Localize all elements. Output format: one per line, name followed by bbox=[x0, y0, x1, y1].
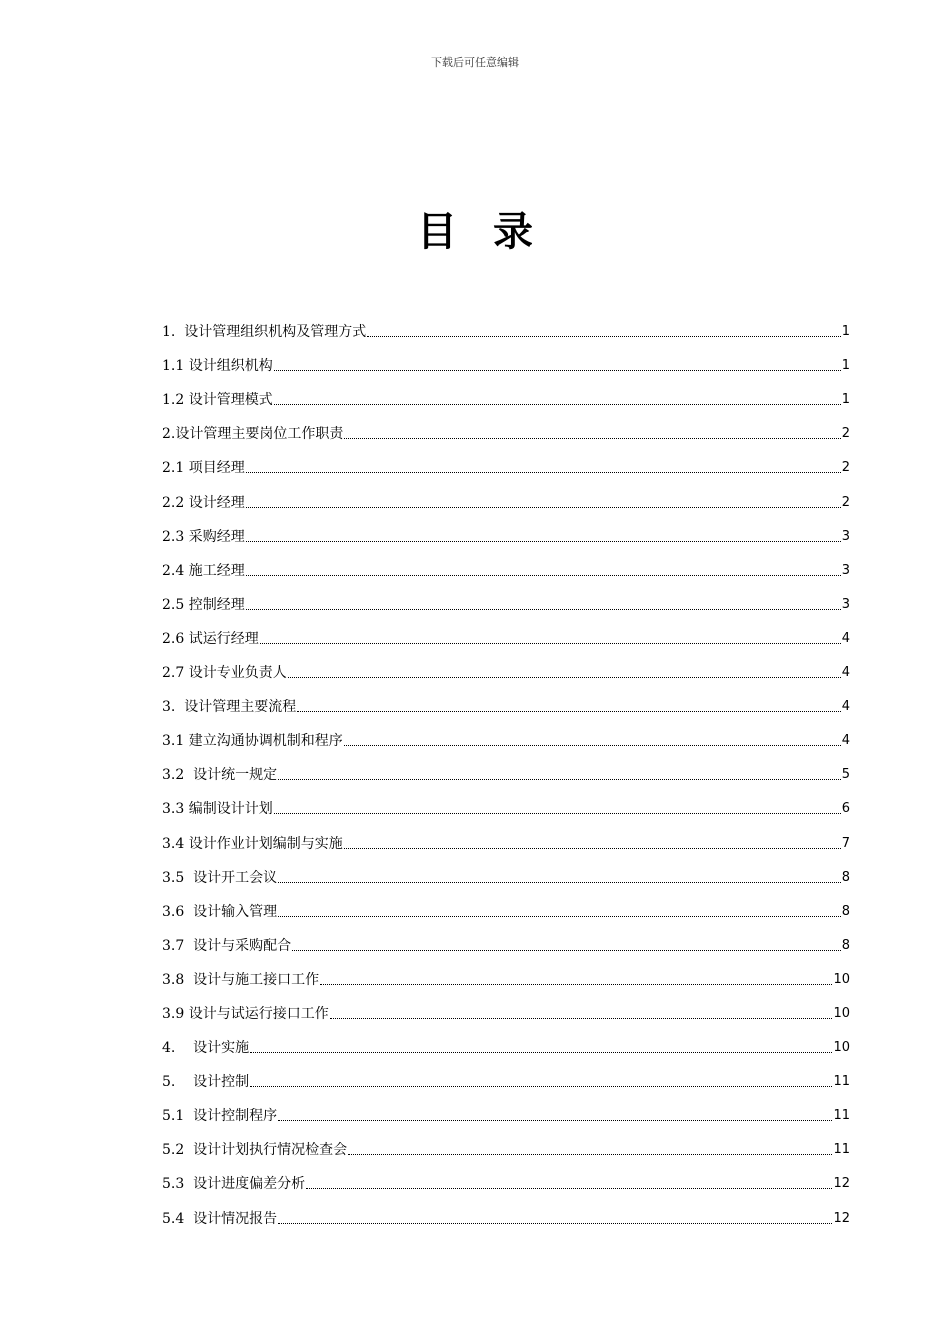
toc-dot-leader bbox=[344, 438, 840, 439]
toc-entry-label: 1.2 设计管理模式 bbox=[162, 392, 273, 409]
toc-entry[interactable] bbox=[162, 448, 850, 482]
toc-entry-label: 2.7 设计专业负责人 bbox=[162, 665, 287, 682]
toc-entry-page-number: 2 bbox=[841, 494, 850, 510]
toc-dot-leader bbox=[246, 507, 841, 508]
toc-entry[interactable] bbox=[162, 892, 850, 926]
toc-entry[interactable] bbox=[162, 414, 850, 448]
toc-entry-page-number: 1 bbox=[841, 358, 850, 374]
toc-entry-page-number: 2 bbox=[841, 426, 850, 442]
table-of-contents bbox=[162, 312, 850, 1233]
toc-entry-label: 4. 设计实施 bbox=[162, 1040, 250, 1057]
toc-dot-leader bbox=[330, 1018, 833, 1019]
toc-entry[interactable] bbox=[162, 312, 850, 346]
toc-dot-leader bbox=[344, 848, 841, 849]
toc-entry[interactable] bbox=[162, 1096, 850, 1130]
toc-entry-label: 5.2 设计计划执行情况检查会 bbox=[162, 1142, 348, 1159]
toc-entry-page-number: 8 bbox=[841, 937, 850, 953]
toc-entry[interactable] bbox=[162, 1062, 850, 1096]
toc-dot-leader bbox=[246, 575, 841, 576]
toc-entry-page-number: 1 bbox=[841, 392, 850, 408]
toc-entry[interactable] bbox=[162, 755, 850, 789]
toc-entry-page-number: 10 bbox=[833, 971, 850, 987]
toc-dot-leader bbox=[306, 1188, 832, 1189]
toc-dot-leader bbox=[250, 1086, 832, 1087]
toc-entry[interactable] bbox=[162, 517, 850, 551]
toc-entry[interactable] bbox=[162, 789, 850, 823]
toc-entry-label: 3.9 设计与试运行接口工作 bbox=[162, 1005, 329, 1022]
toc-entry-page-number: 4 bbox=[841, 630, 850, 646]
toc-dot-leader bbox=[246, 472, 841, 473]
toc-dot-leader bbox=[246, 609, 841, 610]
toc-entry-label: 2.5 控制经理 bbox=[162, 596, 245, 613]
page-title: 目录 bbox=[417, 209, 569, 255]
toc-entry-label: 3.5 设计开工会议 bbox=[162, 869, 278, 886]
toc-entry-label: 5.1 设计控制程序 bbox=[162, 1108, 278, 1125]
toc-entry-page-number: 11 bbox=[833, 1108, 850, 1124]
toc-entry-page-number: 1 bbox=[841, 324, 850, 340]
toc-entry[interactable] bbox=[162, 721, 850, 755]
toc-entry-label: 3.1 建立沟通协调机制和程序 bbox=[162, 733, 343, 750]
toc-entry-page-number: 10 bbox=[833, 1040, 850, 1056]
toc-entry-page-number: 2 bbox=[841, 460, 850, 476]
toc-entry-label: 3.3 编制设计计划 bbox=[162, 801, 273, 818]
toc-entry[interactable] bbox=[162, 823, 850, 857]
toc-entry-label: 3.4 设计作业计划编制与实施 bbox=[162, 835, 343, 852]
toc-entry[interactable] bbox=[162, 1028, 850, 1062]
toc-dot-leader bbox=[246, 541, 841, 542]
toc-entry[interactable] bbox=[162, 619, 850, 653]
toc-entry[interactable] bbox=[162, 1130, 850, 1164]
toc-entry-label: 5. 设计控制 bbox=[162, 1074, 250, 1091]
toc-entry-label: 1.1 设计组织机构 bbox=[162, 358, 273, 375]
toc-entry-page-number: 11 bbox=[833, 1142, 850, 1158]
toc-entry[interactable] bbox=[162, 858, 850, 892]
toc-entry-page-number: 10 bbox=[833, 1005, 850, 1021]
toc-entry-page-number: 8 bbox=[841, 869, 850, 885]
toc-entry-page-number: 4 bbox=[841, 733, 850, 749]
toc-entry-page-number: 4 bbox=[841, 699, 850, 715]
toc-entry-label: 3.2 设计统一规定 bbox=[162, 767, 278, 784]
toc-entry-page-number: 12 bbox=[833, 1176, 850, 1192]
toc-entry[interactable] bbox=[162, 585, 850, 619]
toc-dot-leader bbox=[260, 643, 841, 644]
toc-dot-leader bbox=[320, 984, 832, 985]
toc-dot-leader bbox=[278, 1223, 832, 1224]
toc-entry-label: 3.7 设计与采购配合 bbox=[162, 937, 292, 954]
toc-entry-label: 5.4 设计情况报告 bbox=[162, 1210, 278, 1227]
toc-entry-page-number: 3 bbox=[841, 528, 850, 544]
toc-dot-leader bbox=[292, 950, 841, 951]
toc-entry-page-number: 6 bbox=[841, 801, 850, 817]
toc-dot-leader bbox=[278, 779, 841, 780]
toc-entry[interactable] bbox=[162, 653, 850, 687]
toc-entry[interactable] bbox=[162, 994, 850, 1028]
toc-dot-leader bbox=[278, 916, 841, 917]
toc-dot-leader bbox=[348, 1154, 832, 1155]
toc-entry-page-number: 3 bbox=[841, 596, 850, 612]
toc-entry-page-number: 3 bbox=[841, 562, 850, 578]
toc-entry-label: 2.1 项目经理 bbox=[162, 460, 245, 477]
toc-entry-label: 2.设计管理主要岗位工作职责 bbox=[162, 426, 344, 443]
toc-entry-page-number: 12 bbox=[833, 1210, 850, 1226]
toc-entry-label: 3.8 设计与施工接口工作 bbox=[162, 971, 320, 988]
page-header: 下载后可任意编辑 bbox=[431, 56, 519, 69]
toc-entry-label: 5.3 设计进度偏差分析 bbox=[162, 1176, 306, 1193]
toc-dot-leader bbox=[274, 370, 841, 371]
toc-dot-leader bbox=[274, 813, 841, 814]
toc-entry[interactable] bbox=[162, 482, 850, 516]
toc-entry-label: 3.6 设计输入管理 bbox=[162, 903, 278, 920]
toc-entry[interactable] bbox=[162, 960, 850, 994]
toc-dot-leader bbox=[278, 882, 841, 883]
toc-entry[interactable] bbox=[162, 1198, 850, 1232]
toc-dot-leader bbox=[367, 336, 840, 337]
toc-entry-page-number: 4 bbox=[841, 665, 850, 681]
toc-dot-leader bbox=[297, 711, 840, 712]
toc-entry-page-number: 7 bbox=[841, 835, 850, 851]
toc-entry-label: 2.6 试运行经理 bbox=[162, 630, 259, 647]
toc-entry-page-number: 8 bbox=[841, 903, 850, 919]
toc-entry-label: 2.4 施工经理 bbox=[162, 562, 245, 579]
toc-dot-leader bbox=[344, 745, 841, 746]
toc-entry-page-number: 5 bbox=[841, 767, 850, 783]
toc-entry[interactable] bbox=[162, 1164, 850, 1198]
toc-entry[interactable] bbox=[162, 380, 850, 414]
toc-entry[interactable] bbox=[162, 551, 850, 585]
toc-entry-label: 2.3 采购经理 bbox=[162, 528, 245, 545]
toc-entry-label: 2.2 设计经理 bbox=[162, 494, 245, 511]
toc-entry-label: 1. 设计管理组织机构及管理方式 bbox=[162, 324, 367, 341]
toc-entry[interactable] bbox=[162, 687, 850, 721]
toc-dot-leader bbox=[288, 677, 841, 678]
toc-entry-label: 3. 设计管理主要流程 bbox=[162, 699, 297, 716]
toc-entry[interactable] bbox=[162, 926, 850, 960]
toc-dot-leader bbox=[278, 1120, 832, 1121]
toc-dot-leader bbox=[250, 1052, 832, 1053]
toc-entry[interactable] bbox=[162, 346, 850, 380]
toc-dot-leader bbox=[274, 404, 841, 405]
toc-entry-page-number: 11 bbox=[833, 1074, 850, 1090]
